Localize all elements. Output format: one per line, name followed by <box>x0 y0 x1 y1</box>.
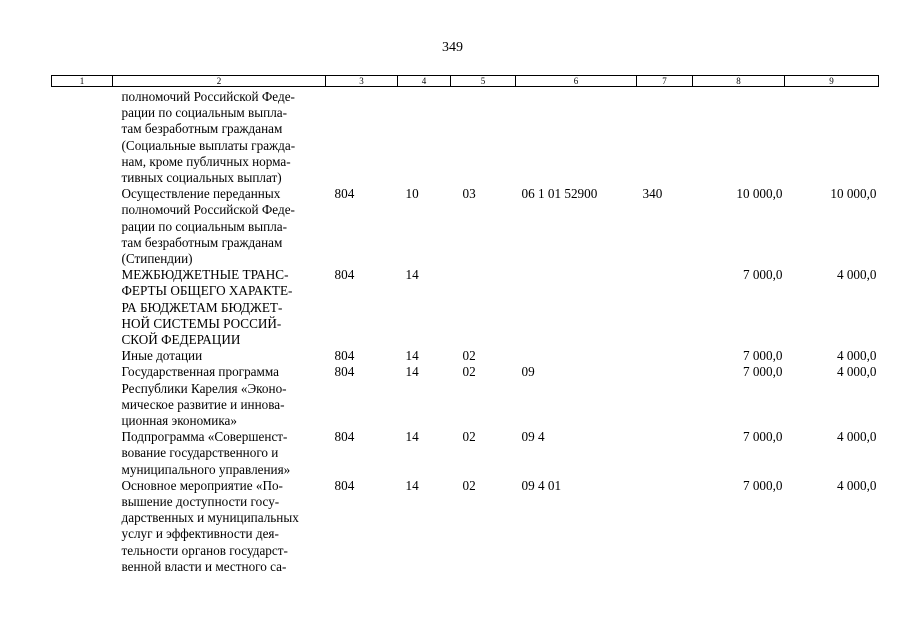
column-header-2: 2 <box>113 76 326 87</box>
cell-col1 <box>52 478 113 575</box>
cell-c5: 02 <box>462 348 476 364</box>
cell-c6: 09 <box>521 364 535 380</box>
column-header-6: 6 <box>516 76 637 87</box>
cell-c9: 4 000,0 <box>836 364 877 380</box>
column-header-3: 3 <box>326 76 398 87</box>
cell-c3 <box>326 87 398 187</box>
cell-c3: 804 <box>334 348 355 364</box>
cell-col1 <box>52 429 113 478</box>
cell-c5: 02 <box>462 364 476 380</box>
cell-c7 <box>637 87 693 187</box>
cell-c5: 02 <box>462 477 476 493</box>
cell-c9: 4 000,0 <box>836 267 877 283</box>
cell-c5: 03 <box>462 186 476 202</box>
budget-table <box>51 75 879 575</box>
column-header-5: 5 <box>451 76 516 87</box>
cell-c8: 7 000,0 <box>742 267 783 283</box>
cell-c8: 10 000,0 <box>736 186 783 202</box>
cell-c6 <box>516 267 637 348</box>
cell-name: МЕЖБЮДЖЕТНЫЕ ТРАНС- ФЕРТЫ ОБЩЕГО ХАРАКТЕ- РА БЮДЖЕТАМ БЮДЖЕТ- НОЙ СИСТЕМЫ РОССИЙ- СКОЙ ФЕДЕРАЦИИ <box>121 267 293 348</box>
cell-name: Иные дотации <box>121 348 203 364</box>
cell-c3: 804 <box>334 429 355 445</box>
cell-c8 <box>693 87 785 187</box>
cell-c8: 7 000,0 <box>742 429 783 445</box>
table-row <box>52 429 879 478</box>
column-header-4: 4 <box>398 76 451 87</box>
cell-c8: 7 000,0 <box>742 477 783 493</box>
cell-c9: 4 000,0 <box>836 477 877 493</box>
cell-c7 <box>637 478 693 575</box>
cell-c9 <box>785 87 879 187</box>
table-row <box>52 364 879 429</box>
cell-c6 <box>516 348 637 364</box>
cell-c4: 14 <box>405 364 419 380</box>
cell-name: Подпрограмма «Совершенст- вование государственного и муниципального управления» <box>121 429 291 477</box>
column-header-1: 1 <box>52 76 113 87</box>
cell-c4: 10 <box>405 186 419 202</box>
table-row <box>52 267 879 348</box>
cell-c7 <box>637 267 693 348</box>
cell-c4: 14 <box>405 429 419 445</box>
column-header-9: 9 <box>785 76 879 87</box>
cell-c3: 804 <box>334 477 355 493</box>
table-row <box>52 478 879 575</box>
cell-col1 <box>52 364 113 429</box>
cell-c4: 14 <box>405 477 419 493</box>
cell-c4: 14 <box>405 267 419 283</box>
cell-c7 <box>637 364 693 429</box>
cell-c5 <box>451 87 516 187</box>
page-number: 349 <box>442 40 463 55</box>
cell-name: полномочий Российской Феде- рации по социальным выпла- там безработным гражданам (Социальные выплаты гражда- нам, кроме публичных норма- тивных социальных выплат) <box>121 89 296 186</box>
cell-c9: 4 000,0 <box>836 429 877 445</box>
cell-col1 <box>52 267 113 348</box>
cell-c7 <box>637 348 693 364</box>
cell-c6: 09 4 <box>521 429 545 445</box>
column-number-row <box>52 76 879 87</box>
cell-c6: 06 1 01 52900 <box>521 186 598 202</box>
cell-name: Осуществление переданных полномочий Российской Феде- рации по социальным выпла- там безработным гражданам (Стипендии) <box>121 186 295 267</box>
cell-col1 <box>52 186 113 267</box>
cell-c7: 340 <box>642 186 663 202</box>
column-header-8: 8 <box>693 76 785 87</box>
cell-c4 <box>398 87 451 187</box>
cell-c9: 10 000,0 <box>830 186 877 202</box>
table-row <box>52 87 879 187</box>
cell-c6 <box>516 87 637 187</box>
cell-c8: 7 000,0 <box>742 348 783 364</box>
cell-c3: 804 <box>334 364 355 380</box>
cell-col1 <box>52 87 113 187</box>
cell-c6: 09 4 01 <box>521 477 562 493</box>
cell-c8: 7 000,0 <box>742 364 783 380</box>
column-header-7: 7 <box>637 76 693 87</box>
cell-c4: 14 <box>405 348 419 364</box>
cell-c7 <box>637 429 693 478</box>
cell-c9: 4 000,0 <box>836 348 877 364</box>
cell-c3: 804 <box>334 267 355 283</box>
cell-col1 <box>52 348 113 364</box>
table-row <box>52 348 879 364</box>
table-row <box>52 186 879 267</box>
cell-c3: 804 <box>334 186 355 202</box>
cell-c5 <box>451 267 516 348</box>
cell-name: Государственная программа Республики Карелия «Эконо- мическое развитие и иннова- ционная экономика» <box>121 364 287 429</box>
cell-c5: 02 <box>462 429 476 445</box>
cell-name: Основное мероприятие «По- вышение доступности госу- дарственных и муниципальных услуг и эффективности дея- тельности органов государст- венной власти и местного са- <box>121 477 299 574</box>
